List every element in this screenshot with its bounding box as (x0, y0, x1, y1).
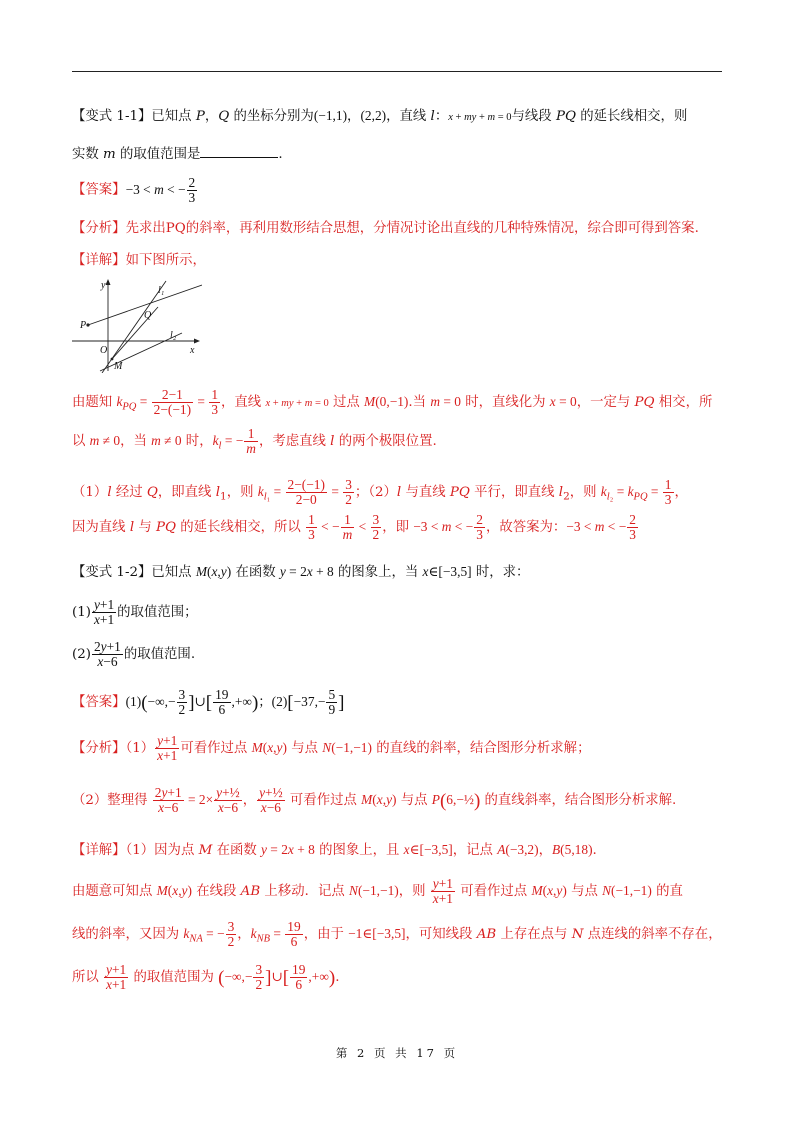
variant-1-1-detail-intro: 【详解】如下图所示， (72, 253, 206, 268)
variant-1-2-detail-2: 由题意可知点 M(x,y) 在线段 AB 上移动．记点 N(−1,−1)，则 $\frac{y+1}{x+1}$ 可看作过点 M(x,y) 与点 N(−1,−1) 的直 (72, 876, 683, 907)
variant-1-2-detail-4: 所以 $\frac{y+1}{x+1}$ 的取值范围为 (−∞,− $\frac{3}{2}$ ]∪[ $\frac{19}{6}$ ,+∞). (72, 962, 340, 993)
page-footer: 第 2 页 共 17 页 (335, 1046, 459, 1060)
variant-1-1-detail-line-1: 由题知 $k_{PQ}$ = $\frac{2-1}{2-(-1)}$ = $\frac{1}{3}$ ，直线 x + my + m = 0 过点 M(0,−1).当 m = 0 时，直线化为 x = 0，一定与 PQ 相交，所 (72, 387, 713, 418)
label-l1: l₁ (158, 285, 165, 296)
y-axis-arrow (106, 279, 111, 285)
variant-1-2-detail-3: 线的斜率，又因为 $k_{NA}$ = − $\frac{3}{2}$ ，$k_{NB}$ = $\frac{19}{6}$ ，由于 −1∈[−3,5]，可知线段 AB 上存在点与 N 点连线的斜率不存在， (72, 919, 722, 950)
label-y: y (101, 280, 106, 291)
variant-1-1-question-line-1: 【变式 1-1】已知点 P，Q 的坐标分别为(−1,1)，(2,2)，直线 l：x + my + m = 0与线段 PQ 的延长线相交，则 (72, 108, 688, 124)
variant-1-1-question-line-2: 实数 m 的取值范围是 . (72, 147, 283, 162)
variant-1-1-analysis: 【分析】先求出PQ的斜率，再利用数形结合思想，分情况讨论出直线的几种特殊情况，综合即可得到答案. (72, 221, 699, 236)
x-axis-arrow (194, 339, 200, 344)
variant-1-1-detail-line-3: （1）l 经过 Q，即直线 $l_1$，则 $k_{l_1}$ = $\frac{2-(-1)}{2-0}$ = $\frac{3}{2}$ ；（2）l 与直线 PQ 平行，即直线 $l_2$，则 $k_{l_2} = k_{PQ}$ = $\frac{1}{3}$ ， (72, 477, 688, 508)
variant-1-1-detail-line-2: 以 m ≠ 0，当 m ≠ 0 时，$k_l$ = − $\frac{1}{m}$ ，考虑直线 l 的两个极限位置. (72, 426, 437, 457)
variant-1-1-detail-line-4: 因为直线 l 与 PQ 的延长线相交，所以 $\frac{1}{3}$ < − $\frac{1}{m}$ < $\frac{3}{2}$ ，即 −3 < m < − $\frac{2}{3}$ ，故答案为：−3 < m < − $\frac{2}{3}$ (72, 512, 636, 543)
label-q: Q (144, 310, 152, 321)
label-o: O (100, 345, 108, 356)
variant-1-2-detail-1: 【详解】（1）因为点 M 在函数 y = 2x + 8 的图象上，且 x∈[−3,5]，记点 A(−3,2)，B(5,18). (72, 842, 597, 858)
header-rule (72, 71, 722, 72)
label-m: M (114, 361, 123, 372)
point-p (86, 323, 89, 326)
point-m (111, 358, 114, 361)
variant-1-2-answer: 【答案】(1)(−∞,− $\frac{3}{2}$ ]∪[ $\frac{19}{6}$ ,+∞)；(2)[−37,− $\frac{5}{9}$ ] (72, 687, 345, 718)
variant-1-2-part-2: (2) $\frac{2y+1}{x-6}$ 的取值范围. (72, 639, 196, 670)
variant-1-1-answer: 【答案】−3 < m < − $\frac{2}{3}$ (72, 175, 196, 206)
coordinate-figure (70, 277, 202, 373)
variant-1-2-part-1: (1) $\frac{y+1}{x+1}$ 的取值范围； (72, 597, 198, 628)
answer-blank (200, 145, 278, 158)
label-p: P (80, 320, 87, 331)
label-l2: l₂ (170, 330, 177, 341)
label-x: x (190, 345, 195, 356)
variant-1-2-question: 【变式 1-2】已知点 M(x,y) 在函数 y = 2x + 8 的图象上，当 x∈[−3,5] 时，求： (72, 564, 530, 580)
variant-1-2-analysis-1: 【分析】（1） $\frac{y+1}{x+1}$ 可看作过点 M(x,y) 与点 N(−1,−1) 的直线的斜率，结合图形分析求解； (72, 733, 591, 764)
variant-1-2-analysis-2: （2）整理得 $\frac{2y+1}{x-6}$ = 2× $\frac{\text{y+½}}{x-6}$ ， $\frac{\text{y+½}}{x-6}$ 可看作过点 M(x,y) 与点 P(6,−½) 的直线斜率，结合图形分析求解. (72, 785, 677, 816)
